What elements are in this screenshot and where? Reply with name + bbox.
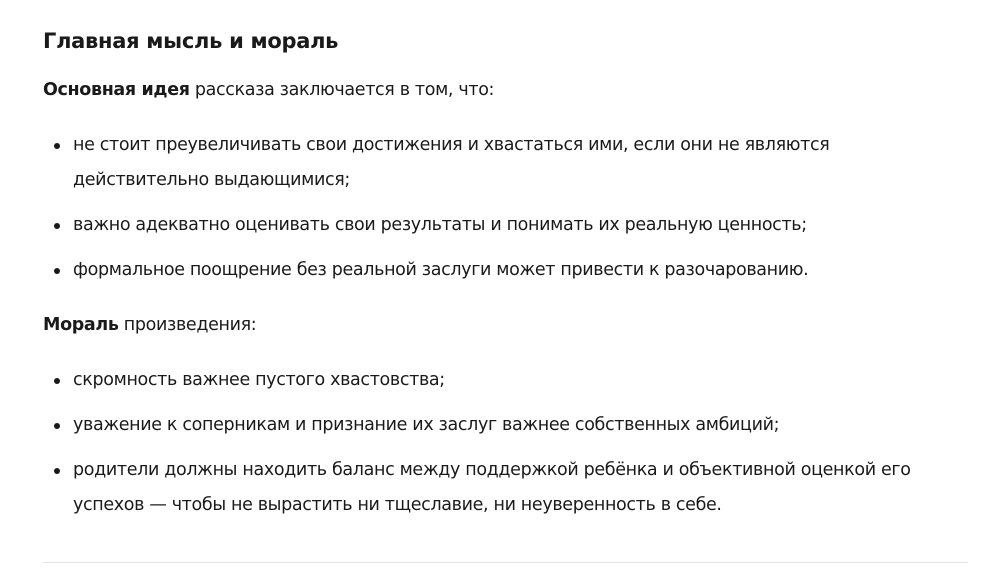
list-item-text: уважение к соперникам и признание их заслуг важнее собственных амбиций; [73, 415, 780, 435]
bullet-icon [54, 268, 60, 274]
list-item [43, 128, 829, 198]
bottom-divider [43, 562, 968, 563]
list-item-text-continued: успехов — чтобы не вырастить ни тщеславие, ни неуверенность в себе. [73, 495, 722, 515]
list-item [43, 453, 911, 523]
moral-lead-text: произведения: [118, 315, 257, 335]
section-title: Главная мысль и мораль [43, 29, 339, 53]
bullet-icon [54, 423, 60, 429]
moral-list [43, 363, 911, 523]
bullet-icon [54, 223, 60, 229]
list-item-text: формальное поощрение без реальной заслуги может привести к разочарованию. [73, 260, 809, 280]
list-item [43, 208, 829, 243]
bullet-icon [54, 143, 60, 149]
list-item [43, 408, 911, 443]
idea-intro [43, 78, 494, 102]
bullet-icon [54, 378, 60, 384]
list-item-text: скромность важнее пустого хвастовства; [73, 370, 445, 390]
list-item-text-continued: действительно выдающимися; [73, 170, 350, 190]
list-item-text: важно адекватно оценивать свои результаты и понимать их реальную ценность; [73, 215, 807, 235]
list-item-text: родители должны находить баланс между поддержкой ребёнка и объективной оценкой его [73, 460, 911, 480]
list-item [43, 363, 911, 398]
moral-lead-bold: Мораль [43, 315, 119, 335]
moral-intro [43, 313, 256, 337]
idea-lead-bold: Основная идея [43, 80, 190, 100]
list-item-text: не стоит преувеличивать свои достижения и хвастаться ими, если они не являются [73, 135, 830, 155]
list-item [43, 253, 829, 288]
idea-lead-text: рассказа заключается в том, что: [189, 80, 495, 100]
idea-list [43, 128, 829, 288]
bullet-icon [54, 468, 60, 474]
